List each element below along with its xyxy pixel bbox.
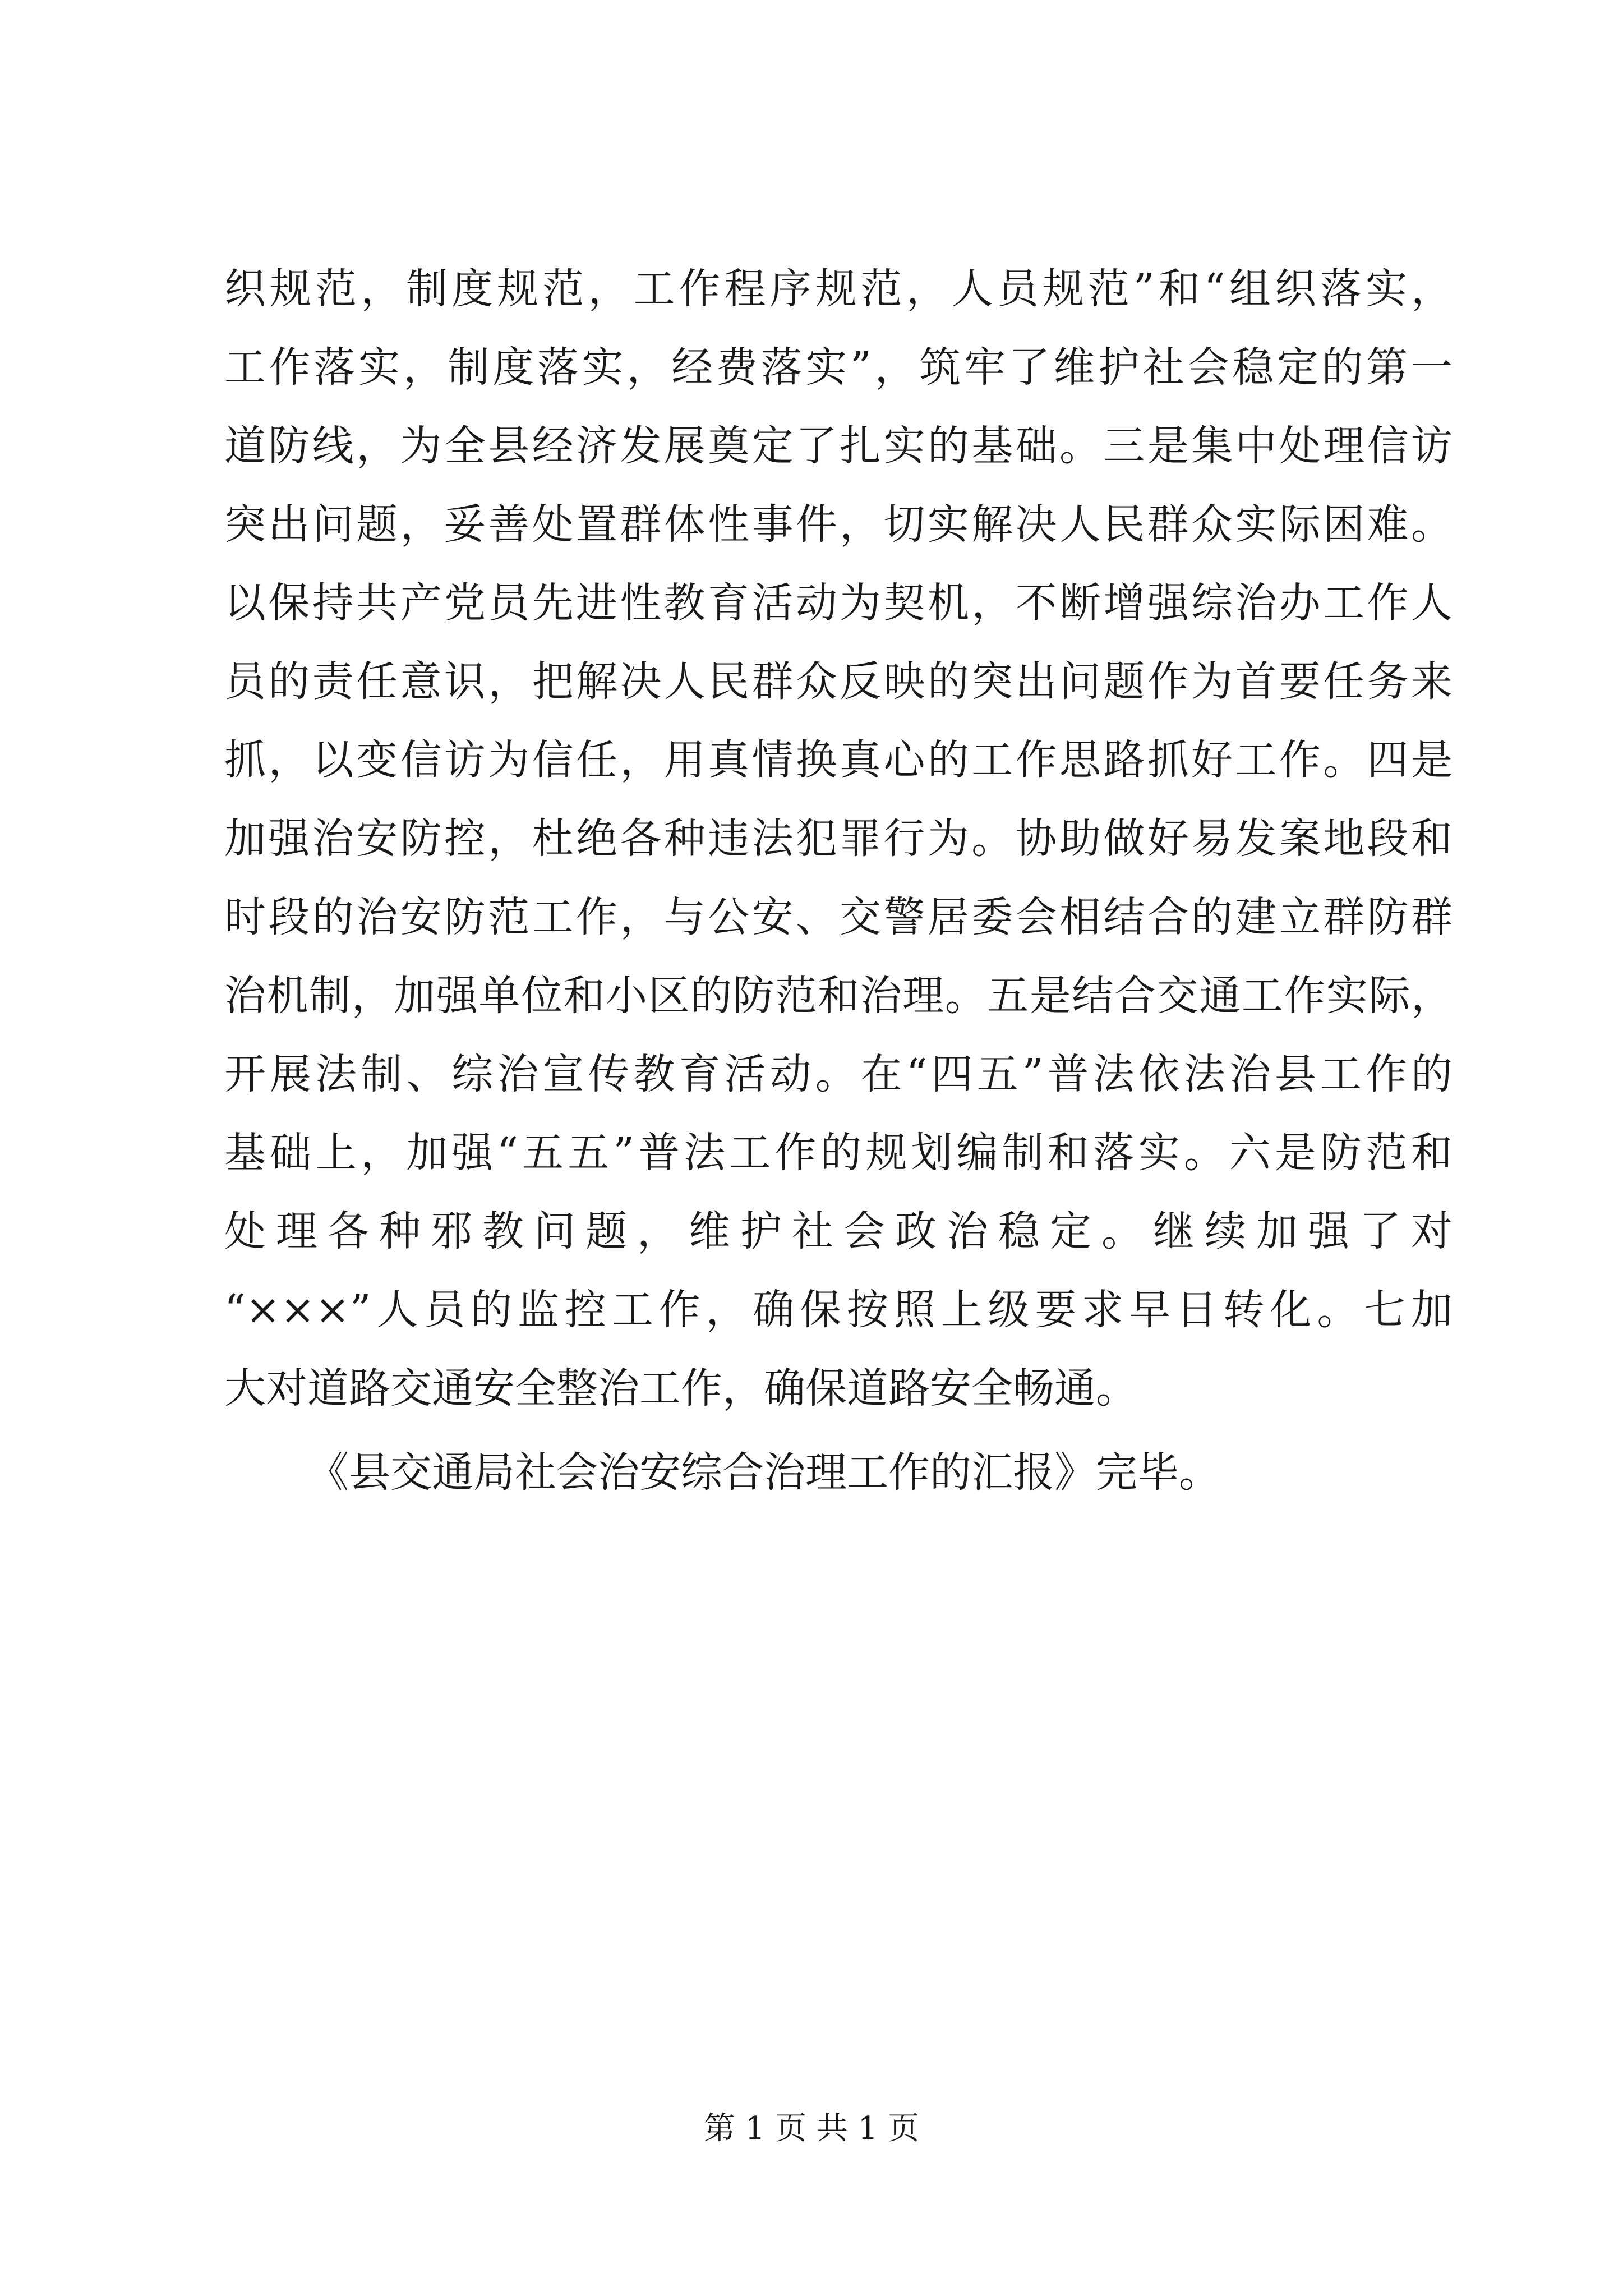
closing-line: 《县交通局社会治安综合治理工作的汇报》完毕。 [307, 1448, 1220, 1497]
text-line: “×××”人员的监控工作，确保按照上级要求早日转化。七加 [224, 1286, 1453, 1334]
text-line: 开展法制、综治宣传教育活动。在“四五”普法依法治县工作的 [224, 1050, 1453, 1098]
text-line: 抓，以变信访为信任，用真情换真心的工作思路抓好工作。四是 [224, 736, 1453, 784]
text-line: 织规范，制度规范，工作程序规范，人员规范”和“组织落实， [224, 265, 1453, 313]
text-line: 突出问题，妥善处置群体性事件，切实解决人民群众实际困难。 [224, 500, 1453, 549]
text-line: 治机制，加强单位和小区的防范和治理。五是结合交通工作实际， [224, 972, 1453, 1020]
text-line: 工作落实，制度落实，经费落实”，筑牢了维护社会稳定的第一 [224, 343, 1453, 392]
text-line: 大对道路交通安全整治工作，确保道路安全畅通。 [224, 1364, 1137, 1412]
page-footer: 第 1 页 共 1 页 [703, 2110, 920, 2147]
text-line: 员的责任意识，把解决人民群众反映的突出问题作为首要任务来 [224, 657, 1453, 706]
text-line: 基础上，加强“五五”普法工作的规划编制和落实。六是防范和 [224, 1129, 1453, 1177]
text-line: 道防线，为全县经济发展奠定了扎实的基础。三是集中处理信访 [224, 422, 1453, 470]
text-line: 加强治安防控，杜绝各种违法犯罪行为。协助做好易发案地段和 [224, 815, 1453, 863]
text-line: 处理各种邪教问题，维护社会政治稳定。继续加强了对 [224, 1207, 1453, 1255]
text-line: 以保持共产党员先进性教育活动为契机，不断增强综治办工作人 [224, 579, 1453, 627]
text-line: 时段的治安防范工作，与公安、交警居委会相结合的建立群防群 [224, 893, 1453, 941]
